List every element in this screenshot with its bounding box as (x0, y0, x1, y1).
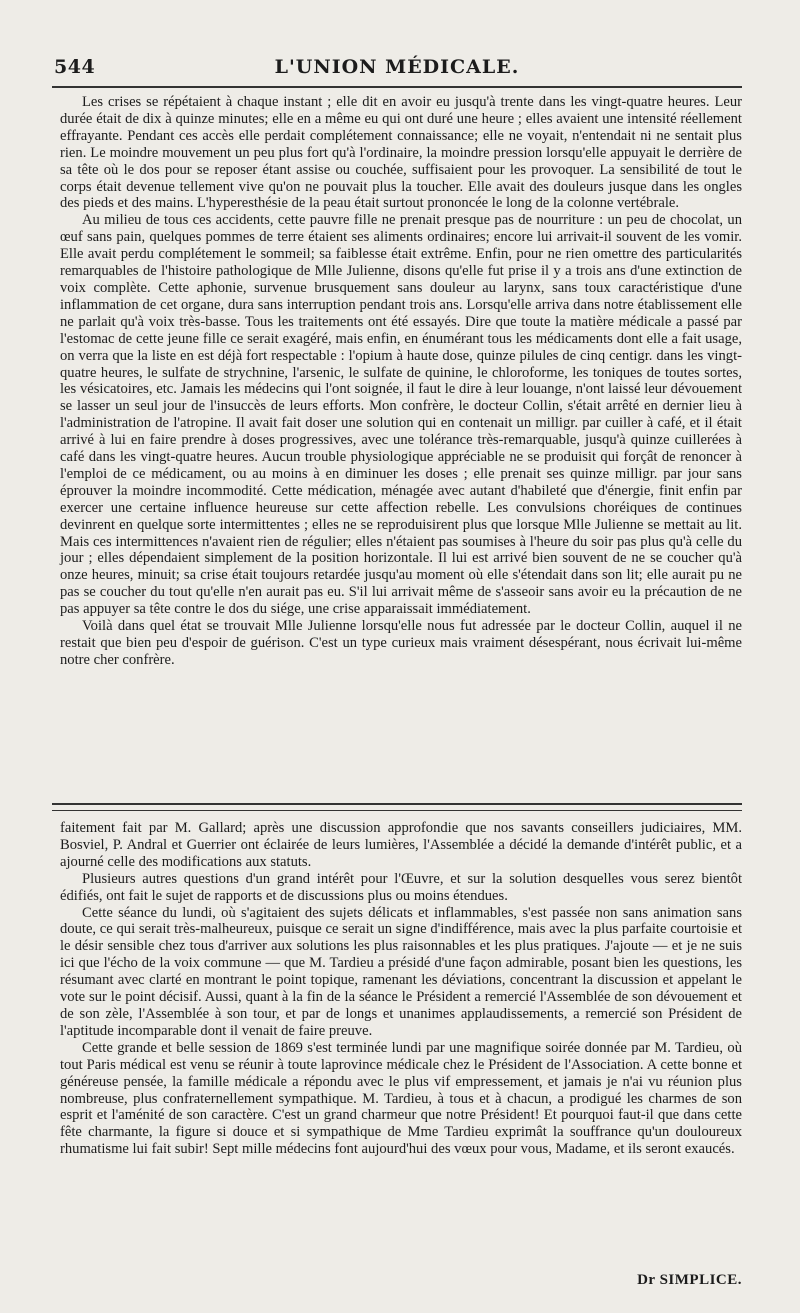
running-title: L'UNION MÉDICALE. (274, 56, 520, 78)
author-signature: Dr SIMPLICE. (637, 1272, 742, 1288)
paragraph: Au milieu de tous ces accidents, cette pauvre fille ne prenait presque pas de nourriture : un peu de chocolat, un œuf sans pain, quelques pommes de terre étaient ses aliments ordinaires; encore lui arrivait-il souvent de les vomir. Elle avait perdu complétement le sommeil; sa faiblesse était extrême. Enfin, pour ne rien omettre des particularités remarquables de l'histoire pathologique de Mlle Julienne, disons qu'elle fut prise il y a trois ans d'une extinction de voix complète. Cette aphonie, survenue brusquement sans douleur au larynx, sans toux caractéristique d'une inflammation de cet organe, dura sans interruption pendant trois ans. Lorsqu'elle arriva dans notre établissement elle ne parlait qu'à voix très-basse. Tous les traitements ont été essayés. Dire que toute la matière médicale a passé par l'estomac de cette jeune fille ce serait exagéré, mais enfin, en énumérant tous les médicaments dont elle a fait usage, on verra que la liste en est déjà fort respectable : l'opium à haute dose, quinze pilules de cinq centigr. dans les vingt-quatre heures, le sulfate de strychnine, l'arsenic, le sulfate de quinine, le chloroforme, les toniques de toutes sortes, les vésicatoires, etc. Jamais les médecins qui l'ont soignée, il faut le dire à leur louange, n'ont laissé leur dévouement se lasser un seul jour de l'insuccès de leurs efforts. Mon confrère, le docteur Collin, s'était arrêté en dernier lieu à l'administration de l'atropine. Il avait fait doser une solution qui en contenait un milligr. par cuiller à café, et il était arrivé à lui en faire prendre à doses progressives, avec une tolérance très-remarquable, jusqu'à quinze cuillerées à café dans les vingt-quatre heures. Aucun trouble physiologique appréciable ne se produisit qui forçât de renoncer à l'emploi de ce médicament, ou au moins à en diminuer les doses ; elle prenait ses quinze milligr. par jour sans éprouver la moindre incommodité. Cette médication, ménagée avec autant d'habileté que d'énergie, finit enfin par exercer une certaine influence heureuse sur cette affection rebelle. Les convulsions choréiques de continues devinrent en quelque sorte intermittentes ; elles ne se reproduisirent plus que lorsque Mlle Julienne se mettait au lit. Mais ces intermittences n'avaient rien de régulier; elles n'étaient pas soumises à l'heure du soir pas plus qu'à celle du jour ; elles dépendaient simplement de la position horizontale. Il lui est arrivé bien souvent de ne se coucher qu'à onze heures, minuit; sa crise était toujours retardée jusqu'au moment où elle s'étendait dans son lit; elle aurait pu ne pas se coucher du tout qu'elle n'en aurait pas eu. S'il lui arrivait même de s'asseoir sans avoir eu la précaution de ne pas appuyer sa tête contre le dos du siége, une crise apparaissait immédiatement. (60, 212, 742, 618)
case-report-text (60, 94, 742, 669)
paragraph: Les crises se répétaient à chaque instant ; elle dit en avoir eu jusqu'à trente dans les vingt-quatre heures. Leur durée était de dix à quinze minutes; elle en a même eu qui ont duré une heure ; elles avaient une intensité réellement effrayante. Pendant ces accès elle perdait complétement connaissance; elle ne voyait, n'entendait ni ne sentait plus rien. Le moindre mouvement un peu plus fort qu'à l'ordinaire, la moindre pression lorsqu'elle appuyait le derrière de sa tête où le dos pour se reposer étant assise ou couchée, suffisaient pour les provoquer. La sensibilité de tout le corps était devenue tellement vive qu'on ne pouvait plus la toucher. Elle avait des douleurs jusque dans les ongles des pieds et des mains. L'hyperesthésie de la peau était surtout prononcée le long de la colonne vertébrale. (60, 94, 742, 212)
paragraph: Cette séance du lundi, où s'agitaient des sujets délicats et inflammables, s'est passée non sans animation sans doute, ce qui serait très-malheureux, puisque ce serait un signe d'indifférence, mais avec la plus parfaite courtoisie et le désir sensible chez tous d'arriver aux solutions les plus raisonnables et les plus pratiques. J'ajoute — et je ne suis ici que l'écho de la voix commune — que M. Tardieu a présidé d'une façon admirable, posant bien les questions, les résumant avec clarté en montrant le point topique, ramenant les déviations, concentrant la discussion et appelant le vote sur le point décisif. Aussi, quant à la fin de la séance le Président a remercié l'Assemblée de son dévouement et de son zèle, l'Assemblée à son tour, et par de longs et unanimes applaudissements, a remercié son Président de l'aptitude incomparable dont il venait de faire preuve. (60, 904, 742, 1039)
feuilleton-text (60, 820, 742, 1158)
section-divider (52, 803, 742, 811)
paragraph: Cette grande et belle session de 1869 s'est terminée lundi par une magnifique soirée donnée par M. Tardieu, où tout Paris médical est venu se réunir à toute laprovince médicale chez le Président de l'Association. A cette bonne et généreuse pensée, la famille médicale a répondu avec le plus vif empressement, et jamais je n'ai vu réunion plus nombreuse, plus confraternellement sympathique. M. Tardieu, à tous et à chacun, a prodigué les charmes de son esprit et l'aménité de son caractère. C'est un grand charmeur que notre Président! Et pourquoi faut-il que dans cette fête charmante, la figure si douce et si sympathique de Mme Tardieu exprimât la souffrance qu'un douloureux rhumatisme lui fait subir! Sept mille médecins font aujourd'hui des vœux pour vous, Madame, et ils seront exaucés. (60, 1039, 742, 1158)
page-header (52, 50, 742, 80)
paragraph: Voilà dans quel état se trouvait Mlle Julienne lorsqu'elle nous fut adressée par le docteur Collin, auquel il ne restait que bien peu d'espoir de guérison. C'est un type curieux mais vraiment désespérant, nous écrivait lui-même notre cher confrère. (60, 618, 742, 668)
page-number: 544 (54, 56, 96, 78)
paragraph: Plusieurs autres questions d'un grand intérêt pour l'Œuvre, et sur la solution desquelles vous serez bientôt édifiés, ont fait le sujet de rapports et de discussions plus ou moins étendues. (60, 870, 742, 904)
paragraph: faitement fait par M. Gallard; après une discussion approfondie que nos savants conseillers judiciaires, MM. Bosviel, P. Andral et Guerrier ont éclairée de leurs lumières, l'Assemblée a décidé la demande d'intérêt public, et a ajourné celle des modifications aux statuts. (60, 820, 742, 870)
header-rule (52, 86, 742, 88)
